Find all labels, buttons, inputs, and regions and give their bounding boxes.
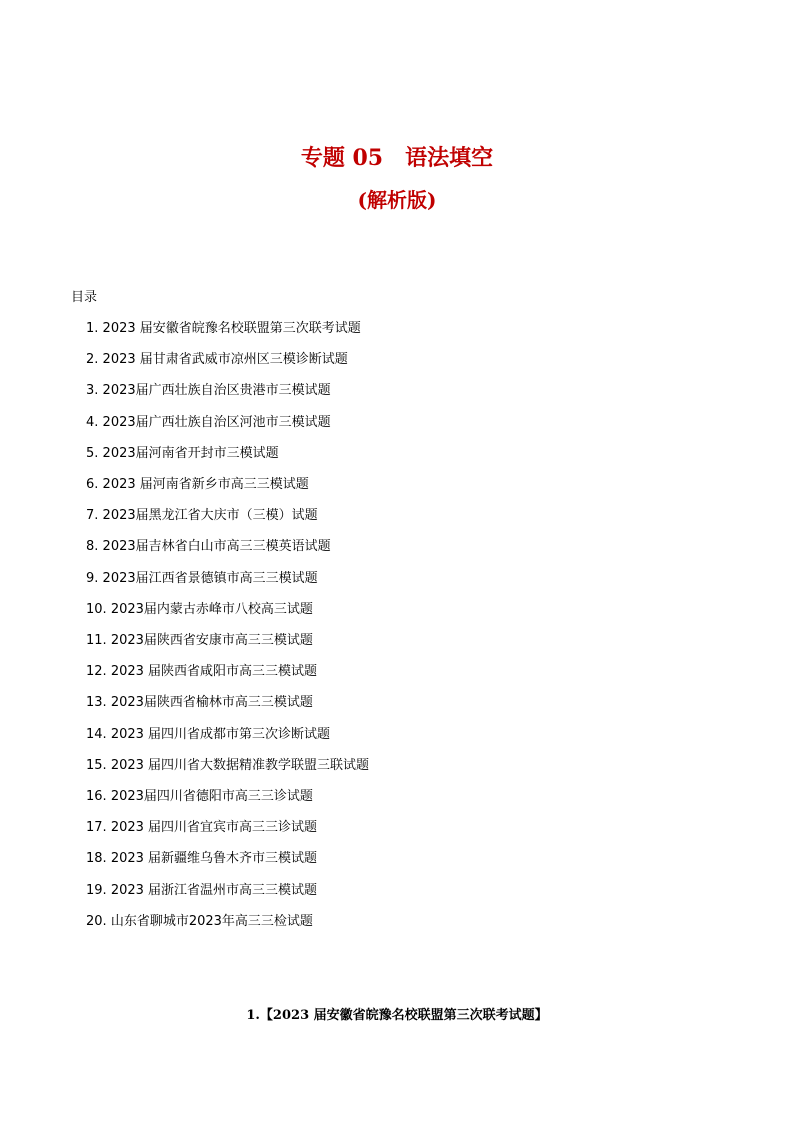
document-title-topic-name: 语法填空 (405, 145, 494, 171)
toc-item-label: 2023 届陕西省咸阳市高三三模试题 (110, 664, 318, 680)
toc-item-label: 2023 届新疆维乌鲁木齐市三模试题 (110, 851, 318, 867)
toc-item-number: 6. (86, 477, 99, 492)
toc-item-number: 12. (86, 664, 107, 680)
toc-item[interactable] (86, 443, 279, 465)
document-title (0, 143, 794, 173)
section-heading: 1.【2023 届安徽省皖豫名校联盟第三次联考试题】 (246, 1008, 548, 1023)
toc-item[interactable] (86, 786, 313, 808)
toc-item-number: 7. (86, 508, 99, 524)
toc-item-number: 2. (86, 352, 99, 368)
toc-item-number: 9. (86, 570, 99, 586)
toc-item[interactable] (86, 505, 318, 527)
toc-item-number: 8. (86, 539, 99, 555)
toc-item-label: 2023届陕西省榆林市高三三模试题 (110, 695, 313, 711)
toc-item[interactable] (86, 724, 330, 746)
toc-item[interactable] (86, 412, 331, 434)
toc-item[interactable] (86, 911, 313, 933)
toc-item-number: 4. (86, 414, 99, 430)
toc-item-number: 5. (86, 445, 99, 461)
toc-item-label: 2023 届河南省新乡市高三三模试题 (102, 477, 309, 492)
toc-item-label: 山东省聊城市2023年高三三检试题 (110, 913, 313, 929)
toc-item-number: 14. (86, 726, 107, 742)
toc-item-number: 13. (86, 695, 107, 711)
toc-item[interactable] (86, 880, 317, 902)
toc-item-number: 16. (86, 789, 107, 804)
toc-item-number: 11. (86, 633, 107, 648)
toc-item[interactable] (86, 817, 317, 839)
toc-item-label: 2023届河南省开封市三模试题 (102, 445, 279, 461)
toc-item-label: 2023届江西省景德镇市高三三模试题 (102, 570, 318, 586)
toc-item-label: 2023 届浙江省温州市高三三模试题 (110, 882, 318, 898)
toc-item[interactable] (86, 536, 331, 558)
document-subtitle: (解析版) (357, 188, 437, 212)
toc-item-label: 2023届广西壮族自治区贵港市三模试题 (102, 383, 331, 399)
toc-item[interactable] (86, 848, 317, 870)
toc-item[interactable] (86, 380, 331, 402)
toc-item-number: 3. (86, 383, 99, 399)
toc-item-number: 10. (86, 601, 107, 617)
toc-item-label: 2023届陕西省安康市高三三模试题 (110, 633, 313, 648)
toc-item-number: 20. (86, 913, 107, 929)
toc-item[interactable] (86, 349, 348, 371)
toc-item[interactable] (86, 630, 313, 652)
toc-item[interactable] (86, 318, 361, 340)
toc-item-label: 2023届广西壮族自治区河池市三模试题 (102, 414, 331, 430)
toc-item-number: 19. (86, 882, 107, 898)
toc-item-label: 2023届内蒙古赤峰市八校高三试题 (110, 601, 313, 617)
toc-item-label: 2023届吉林省白山市高三三模英语试题 (102, 539, 331, 555)
toc-item-number: 15. (86, 757, 107, 773)
toc-item[interactable] (86, 568, 318, 590)
toc-item-label: 2023 届安徽省皖豫名校联盟第三次联考试题 (102, 321, 361, 336)
toc-item-number: 18. (86, 851, 107, 867)
toc-item-label: 2023 届四川省成都市第三次诊断试题 (110, 726, 331, 742)
toc-item[interactable] (86, 755, 369, 777)
toc-item-label: 2023 届四川省大数据精准教学联盟三联试题 (110, 757, 370, 773)
document-title-topic-number: 专题 05 (300, 145, 384, 171)
toc-item[interactable] (86, 692, 313, 714)
toc-item-label: 2023届四川省德阳市高三三诊试题 (110, 789, 313, 804)
toc-item-number: 1. (86, 321, 99, 336)
toc-item-label: 2023 届甘肃省武威市凉州区三模诊断试题 (102, 352, 348, 368)
toc-heading: 目录 (71, 290, 98, 305)
toc-item[interactable] (86, 661, 317, 683)
toc-item-label: 2023届黑龙江省大庆市（三模）试题 (102, 508, 318, 524)
toc-item[interactable] (86, 599, 313, 621)
toc-item-number: 17. (86, 820, 107, 836)
toc-item-label: 2023 届四川省宜宾市高三三诊试题 (110, 820, 318, 836)
toc-item[interactable] (86, 474, 309, 496)
